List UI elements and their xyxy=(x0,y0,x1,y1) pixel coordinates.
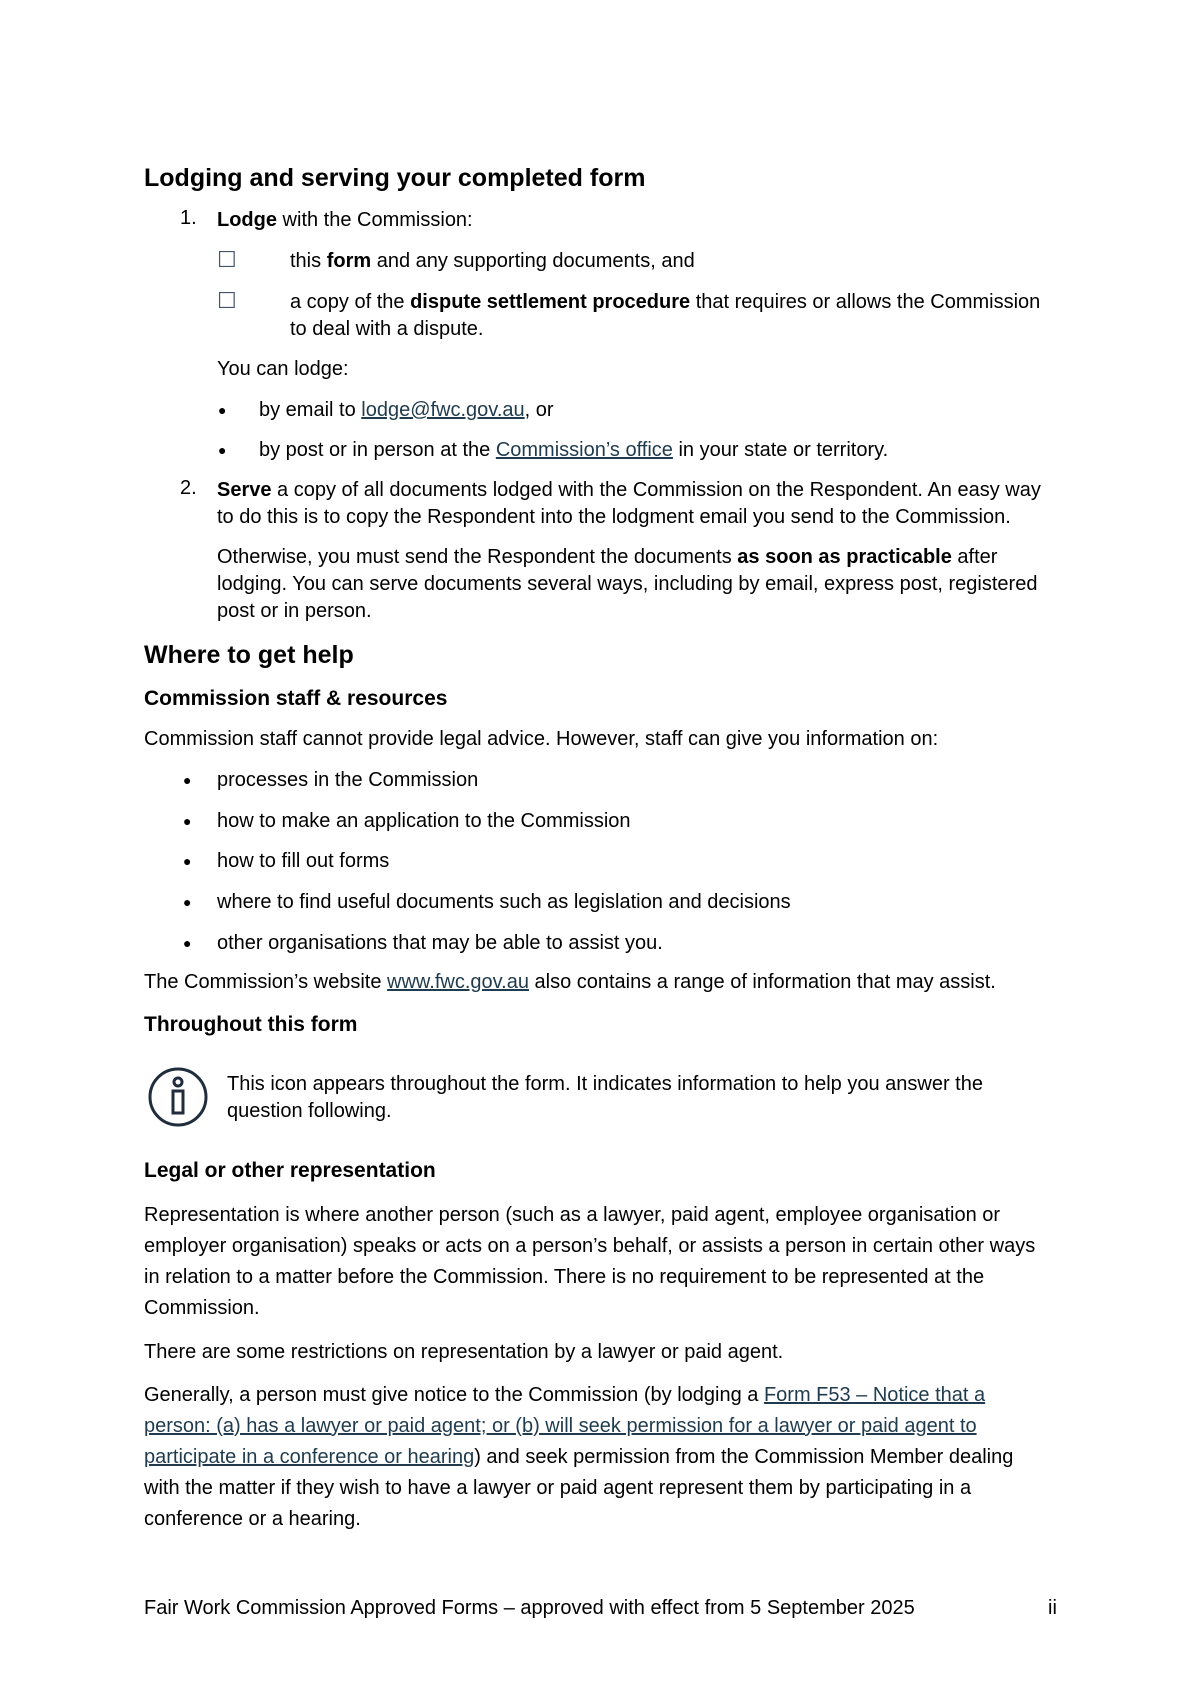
website-link[interactable]: www.fwc.gov.au xyxy=(387,971,529,993)
step-2-para: Otherwise, you must send the Respondent the documents as soon as practicable after xyxy=(217,546,998,568)
info-icon xyxy=(148,1067,208,1127)
heading-representation: Legal or other representation xyxy=(144,1159,436,1182)
page-number: ii xyxy=(1048,1597,1057,1619)
heading-lodging: Lodging and serving your completed form xyxy=(144,164,646,192)
form-f53-link[interactable]: Form F53 – Notice that a xyxy=(763,1384,986,1406)
step-2-number: 2. xyxy=(180,477,197,499)
lodge-email-link[interactable]: lodge@fwc.gov.au xyxy=(361,399,525,421)
step-1-bold: Lodge xyxy=(217,209,277,231)
representation-para-1-line1: Representation is where another person (such as a lawyer, paid agent, employee organisation or xyxy=(144,1204,1001,1226)
representation-para-3-line3: participate in a conference or hearing) and seek permission from the Commission Member dealing xyxy=(144,1446,1014,1468)
representation-para-3-line4: with the matter if they wish to have a lawyer or paid agent represent them by participating in a xyxy=(144,1477,972,1499)
bullet-icon: ● xyxy=(183,813,192,829)
representation-para-3-line2 xyxy=(144,1411,977,1442)
heading-staff-resources: Commission staff & resources xyxy=(144,687,448,710)
help-item: how to fill out forms xyxy=(217,850,390,872)
page-footer: Fair Work Commission Approved Forms – approved with effect from 5 September 2025 xyxy=(144,1597,915,1619)
representation-para-3-line1: Generally, a person must give notice to the Commission (by lodging a Form F53 – Notice that a xyxy=(144,1384,986,1406)
representation-para-2: There are some restrictions on representation by a lawyer or paid agent. xyxy=(144,1341,784,1363)
checklist-item-dsp: a copy of the dispute settlement procedure that requires or allows the Commission xyxy=(290,291,1041,313)
heading-throughout: Throughout this form xyxy=(144,1013,358,1036)
form-f53-link[interactable]: person: (a) has a lawyer or paid agent; or (b) will seek permission for a lawyer or paid agent to xyxy=(144,1415,977,1437)
heading-help: Where to get help xyxy=(144,641,354,669)
step-2-text: Serve a copy of all documents lodged with the Commission on the Respondent. An easy way xyxy=(217,479,1041,501)
step-2-text-line2: to do this is to copy the Respondent into the lodgment email you send to the Commission. xyxy=(217,506,1011,528)
bullet-icon: ● xyxy=(183,935,192,951)
help-item: processes in the Commission xyxy=(217,769,479,791)
info-icon-description-line2: question following. xyxy=(227,1100,392,1122)
step-1-text xyxy=(217,207,473,234)
checklist-item-dsp-line2: to deal with a dispute. xyxy=(290,318,484,340)
checkbox-icon[interactable]: ☐ xyxy=(217,288,237,313)
website-line: The Commission’s website www.fwc.gov.au also contains a range of information that may assist. xyxy=(144,971,996,993)
representation-para-1-line4: Commission. xyxy=(144,1297,260,1319)
form-f53-link[interactable]: participate in a conference or hearing xyxy=(144,1446,475,1468)
bullet-icon: ● xyxy=(218,402,227,418)
help-intro: Commission staff cannot provide legal advice. However, staff can give you information on: xyxy=(144,728,939,750)
representation-para-1-line3: in relation to a matter before the Commission. There is no requirement to be represented at the xyxy=(144,1266,985,1288)
lodge-option-post: by post or in person at the Commission’s office in your state or territory. xyxy=(259,439,889,461)
representation-para-3-line5: conference or a hearing. xyxy=(144,1508,361,1530)
checkbox-icon[interactable]: ☐ xyxy=(217,247,237,272)
lodge-option-email: by email to lodge@fwc.gov.au, or xyxy=(259,399,554,421)
help-item: other organisations that may be able to assist you. xyxy=(217,932,663,954)
step-2-para-line3: post or in person. xyxy=(217,600,372,622)
bullet-icon: ● xyxy=(183,772,192,788)
step-1-number: 1. xyxy=(180,207,197,229)
you-can-lodge: You can lodge: xyxy=(217,358,349,380)
bullet-icon: ● xyxy=(218,442,227,458)
step-1-rest: with the Commission: xyxy=(277,209,473,231)
commission-office-link[interactable]: Commission’s office xyxy=(495,439,673,461)
help-item: where to find useful documents such as legislation and decisions xyxy=(217,891,791,913)
step-2-bold: Serve xyxy=(217,479,272,501)
info-icon-description: This icon appears throughout the form. It indicates information to help you answer the xyxy=(227,1073,983,1095)
help-item: how to make an application to the Commission xyxy=(217,810,631,832)
bullet-icon: ● xyxy=(183,853,192,869)
checklist-item-form: this form and any supporting documents, and xyxy=(290,250,695,272)
step-2-para-line2: lodging. You can serve documents several ways, including by email, express post, registered xyxy=(217,573,1038,595)
bullet-icon: ● xyxy=(183,894,192,910)
representation-para-1-line2: employer organisation) speaks or acts on a person’s behalf, or assists a person in certain other ways xyxy=(144,1235,1036,1257)
